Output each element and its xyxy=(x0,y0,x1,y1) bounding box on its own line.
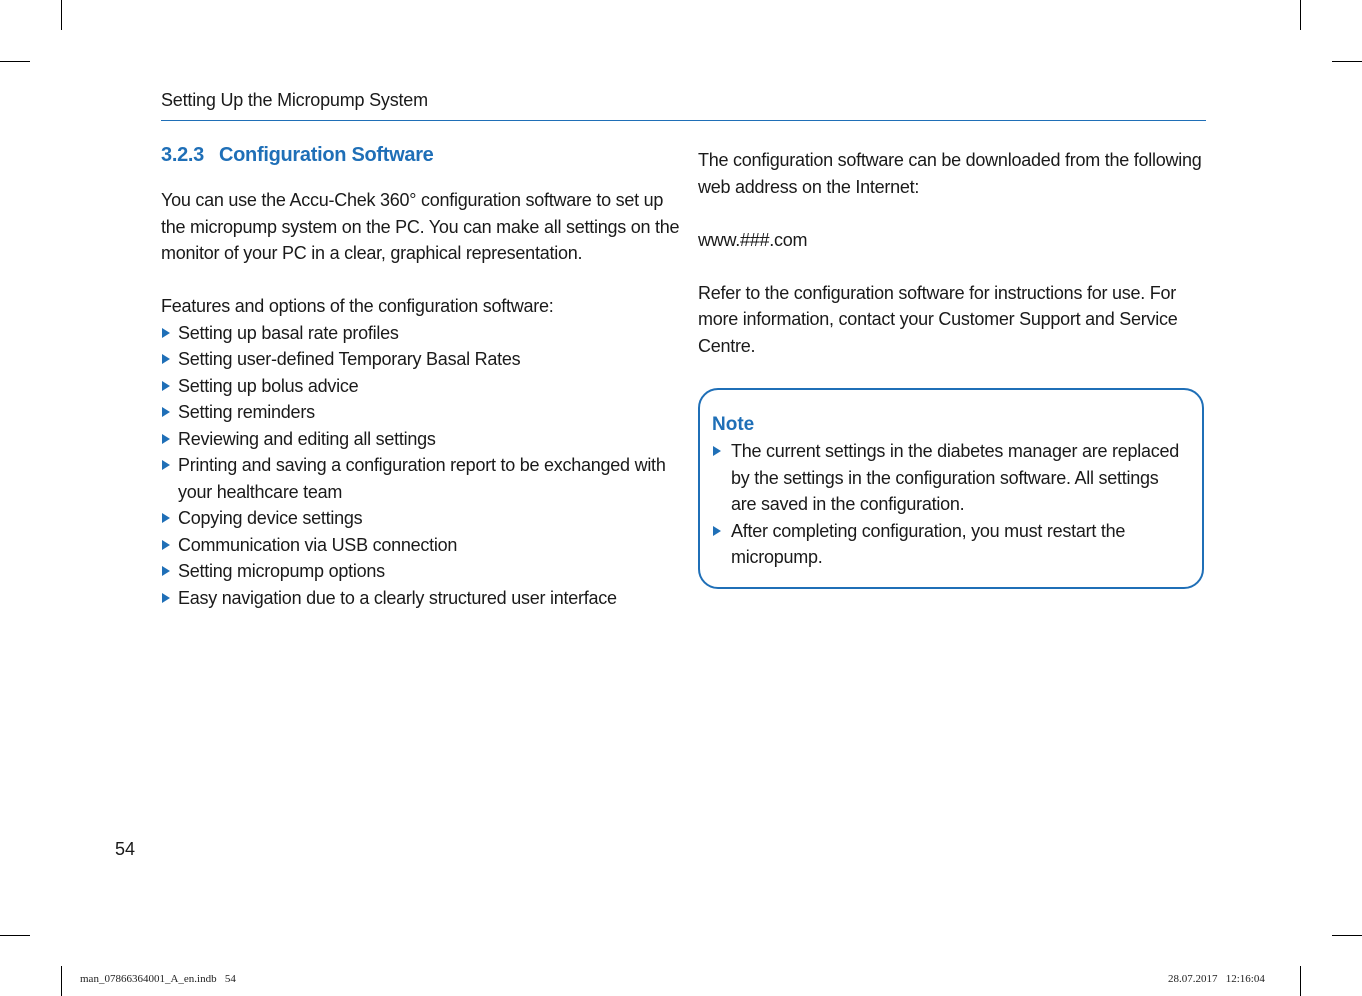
download-url: www.###.com xyxy=(698,229,808,250)
header-rule xyxy=(161,120,1206,121)
crop-mark xyxy=(61,966,62,996)
section-heading xyxy=(161,144,681,167)
list-item: Copying device settings xyxy=(161,505,681,532)
bullet-arrow-icon xyxy=(162,513,170,523)
bullet-arrow-icon xyxy=(162,354,170,364)
crop-mark xyxy=(1300,0,1301,30)
note-box xyxy=(698,388,1204,589)
crop-mark xyxy=(1332,935,1362,936)
right-column xyxy=(698,147,1208,359)
list-item: The current settings in the diabetes manager are replaced by the settings in the configuration software. All settings are saved in the configuration. xyxy=(712,438,1182,518)
bullet-arrow-icon xyxy=(713,446,721,456)
bullet-arrow-icon xyxy=(162,593,170,603)
list-item: Setting micropump options xyxy=(161,558,681,585)
crop-mark xyxy=(1300,966,1301,996)
list-item: Setting up bolus advice xyxy=(161,373,681,400)
bullet-arrow-icon xyxy=(162,566,170,576)
crop-mark xyxy=(0,61,30,62)
running-header: Setting Up the Micropump System xyxy=(161,90,428,110)
page-number: 54 xyxy=(115,839,136,859)
note-title: Note xyxy=(712,414,755,435)
bullet-arrow-icon xyxy=(162,434,170,444)
left-column xyxy=(161,144,681,611)
refer-paragraph: Refer to the configuration software for instructions for use. For more information, contact your Customer Support and Service Centre. xyxy=(698,282,1178,356)
features-list xyxy=(161,320,681,612)
bullet-arrow-icon xyxy=(162,328,170,338)
list-item: Setting user-defined Temporary Basal Rates xyxy=(161,346,681,373)
list-item: Printing and saving a configuration report to be exchanged with your healthcare team xyxy=(161,452,681,505)
bullet-arrow-icon xyxy=(162,381,170,391)
print-slug-file: man_07866364001_A_en.indb 54 xyxy=(80,973,236,985)
crop-mark xyxy=(0,935,30,936)
features-heading: Features and options of the configuration software: xyxy=(161,296,554,316)
print-slug-timestamp: 28.07.2017 12:16:04 xyxy=(1168,973,1265,985)
list-item: Communication via USB connection xyxy=(161,532,681,559)
list-item: Setting reminders xyxy=(161,399,681,426)
list-item: Easy navigation due to a clearly structured user interface xyxy=(161,585,681,612)
bullet-arrow-icon xyxy=(713,526,721,536)
crop-mark xyxy=(61,0,62,30)
crop-mark xyxy=(1332,61,1362,62)
list-item: Reviewing and editing all settings xyxy=(161,426,681,453)
section-number: 3.2.3 xyxy=(161,144,204,166)
bullet-arrow-icon xyxy=(162,540,170,550)
list-item: After completing configuration, you must restart the micropump. xyxy=(712,518,1182,571)
intro-paragraph: You can use the Accu-Chek 360° configuration software to set up the micropump system on the PC. You can make all settings on the monitor of your PC in a clear, graphical representation. xyxy=(161,190,680,263)
section-title: Configuration Software xyxy=(219,144,434,166)
note-list xyxy=(712,438,1182,571)
download-paragraph: The configuration software can be downloaded from the following web address on the Internet: xyxy=(698,150,1202,197)
list-item: Setting up basal rate profiles xyxy=(161,320,681,347)
bullet-arrow-icon xyxy=(162,407,170,417)
bullet-arrow-icon xyxy=(162,460,170,470)
